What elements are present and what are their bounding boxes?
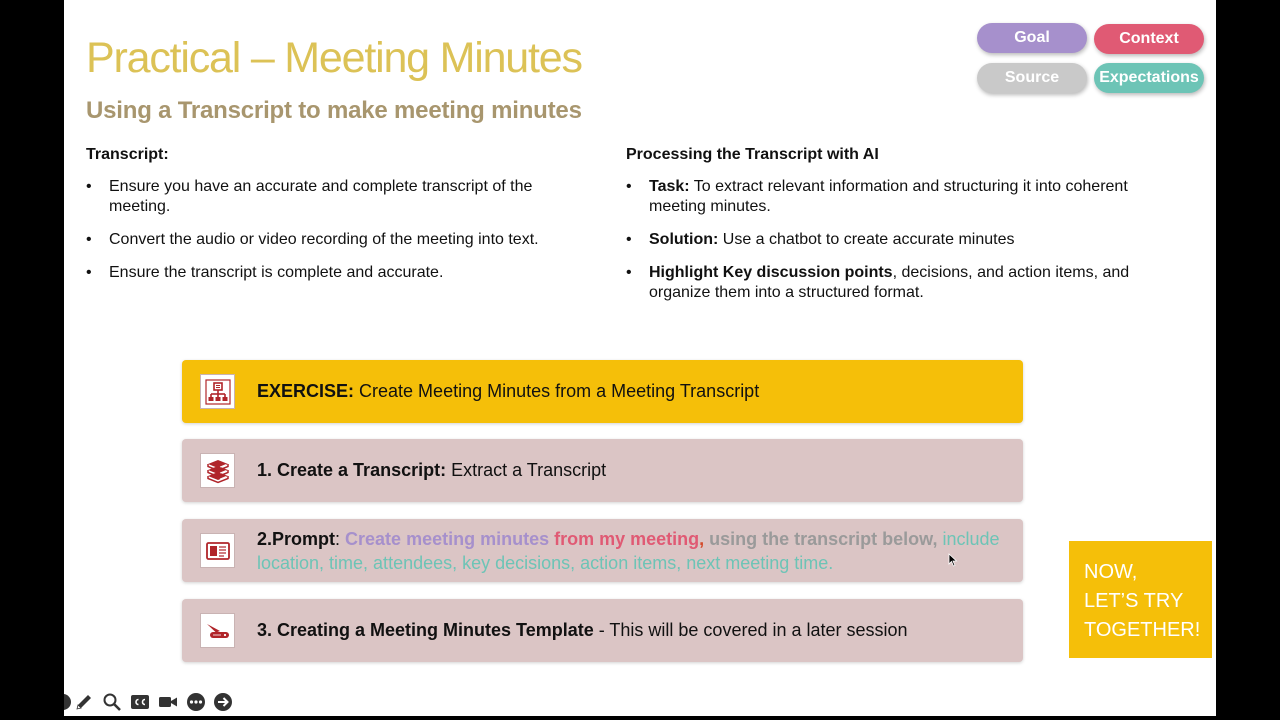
prompt-comma: , xyxy=(699,529,705,549)
list-item xyxy=(626,230,1146,250)
step-3-label: 3. Creating a Meeting Minutes Template xyxy=(257,620,594,640)
processing-list xyxy=(626,177,1146,303)
book-stack-icon xyxy=(200,453,235,488)
processing-section xyxy=(626,145,1146,316)
lets-try-callout xyxy=(1069,541,1212,658)
source-tag: Source xyxy=(977,63,1087,93)
step-3-text xyxy=(257,620,1003,641)
page-subtitle: Using a Transcript to make meeting minutes xyxy=(86,97,582,124)
page-title: Practical – Meeting Minutes xyxy=(86,34,582,82)
prompt-expectations: include location, time, attendees, key decisions, action items, next meeting time. xyxy=(257,529,1000,573)
step-2-colon: : xyxy=(335,529,346,549)
step-2-card xyxy=(182,519,1023,582)
step-3-card xyxy=(182,599,1023,662)
step-1-card xyxy=(182,439,1023,502)
exercise-card xyxy=(182,360,1023,423)
presenter-toolbar xyxy=(64,688,304,716)
list-item: • Ensure the transcript is complete and accurate. xyxy=(86,263,586,283)
callout-line-3: TOGETHER! xyxy=(1084,619,1201,641)
next-arrow-icon[interactable] xyxy=(212,691,234,713)
step-2-text xyxy=(257,527,1003,575)
processing-heading: Processing the Transcript with AI xyxy=(626,146,879,163)
transcript-section xyxy=(86,145,586,296)
ereader-icon xyxy=(200,533,235,568)
exercise-label: EXERCISE: xyxy=(257,381,355,401)
solution-label: Solution: xyxy=(649,231,719,248)
task-text: To extract relevant information and structuring it into coherent meeting minutes. xyxy=(649,178,1128,215)
highlight-label: Highlight Key discussion points xyxy=(649,264,893,281)
step-2-label: 2.Prompt xyxy=(257,529,336,549)
prompt-goal: Create meeting minutes xyxy=(345,529,550,549)
video-camera-icon[interactable] xyxy=(157,691,179,713)
zoom-icon[interactable] xyxy=(101,691,123,713)
exercise-description: Create Meeting Minutes from a Meeting Transcript xyxy=(354,381,760,401)
highlight-text: , decisions, and action items, and organize them into a structured format. xyxy=(649,264,1130,301)
list-item xyxy=(626,177,1146,217)
expectations-tag: Expectations xyxy=(1094,63,1204,93)
mouse-cursor-icon xyxy=(948,553,958,567)
task-label: Task: xyxy=(649,178,690,195)
step-3-description: - This will be covered in a later session xyxy=(593,620,908,640)
hierarchy-icon xyxy=(200,374,235,409)
more-icon[interactable] xyxy=(185,691,207,713)
exercise-text xyxy=(257,381,1003,402)
transcript-heading: Transcript: xyxy=(86,146,169,163)
pen-icon[interactable] xyxy=(73,691,95,713)
step-1-label: 1. Create a Transcript: xyxy=(257,460,447,480)
solution-text: Use a chatbot to create accurate minutes xyxy=(718,231,1015,248)
slide xyxy=(64,0,1216,716)
callout-line-1: NOW, xyxy=(1084,561,1138,583)
closed-captions-icon[interactable] xyxy=(129,691,151,713)
prompt-source: using the transcript below, xyxy=(704,529,938,549)
list-item: • Convert the audio or video recording of the meeting into text. xyxy=(86,230,586,250)
goal-tag: Goal xyxy=(977,23,1087,53)
step-1-text xyxy=(257,460,1003,481)
context-tag: Context xyxy=(1094,24,1204,54)
list-item: • Ensure you have an accurate and complete transcript of the meeting. xyxy=(86,177,586,217)
step-1-description: Extract a Transcript xyxy=(446,460,607,480)
prompt-context: from my meeting xyxy=(549,529,700,549)
list-item xyxy=(626,263,1146,303)
transcript-list xyxy=(86,177,586,283)
utility-knife-icon xyxy=(200,613,235,648)
callout-line-2: LET’S TRY xyxy=(1084,590,1184,612)
